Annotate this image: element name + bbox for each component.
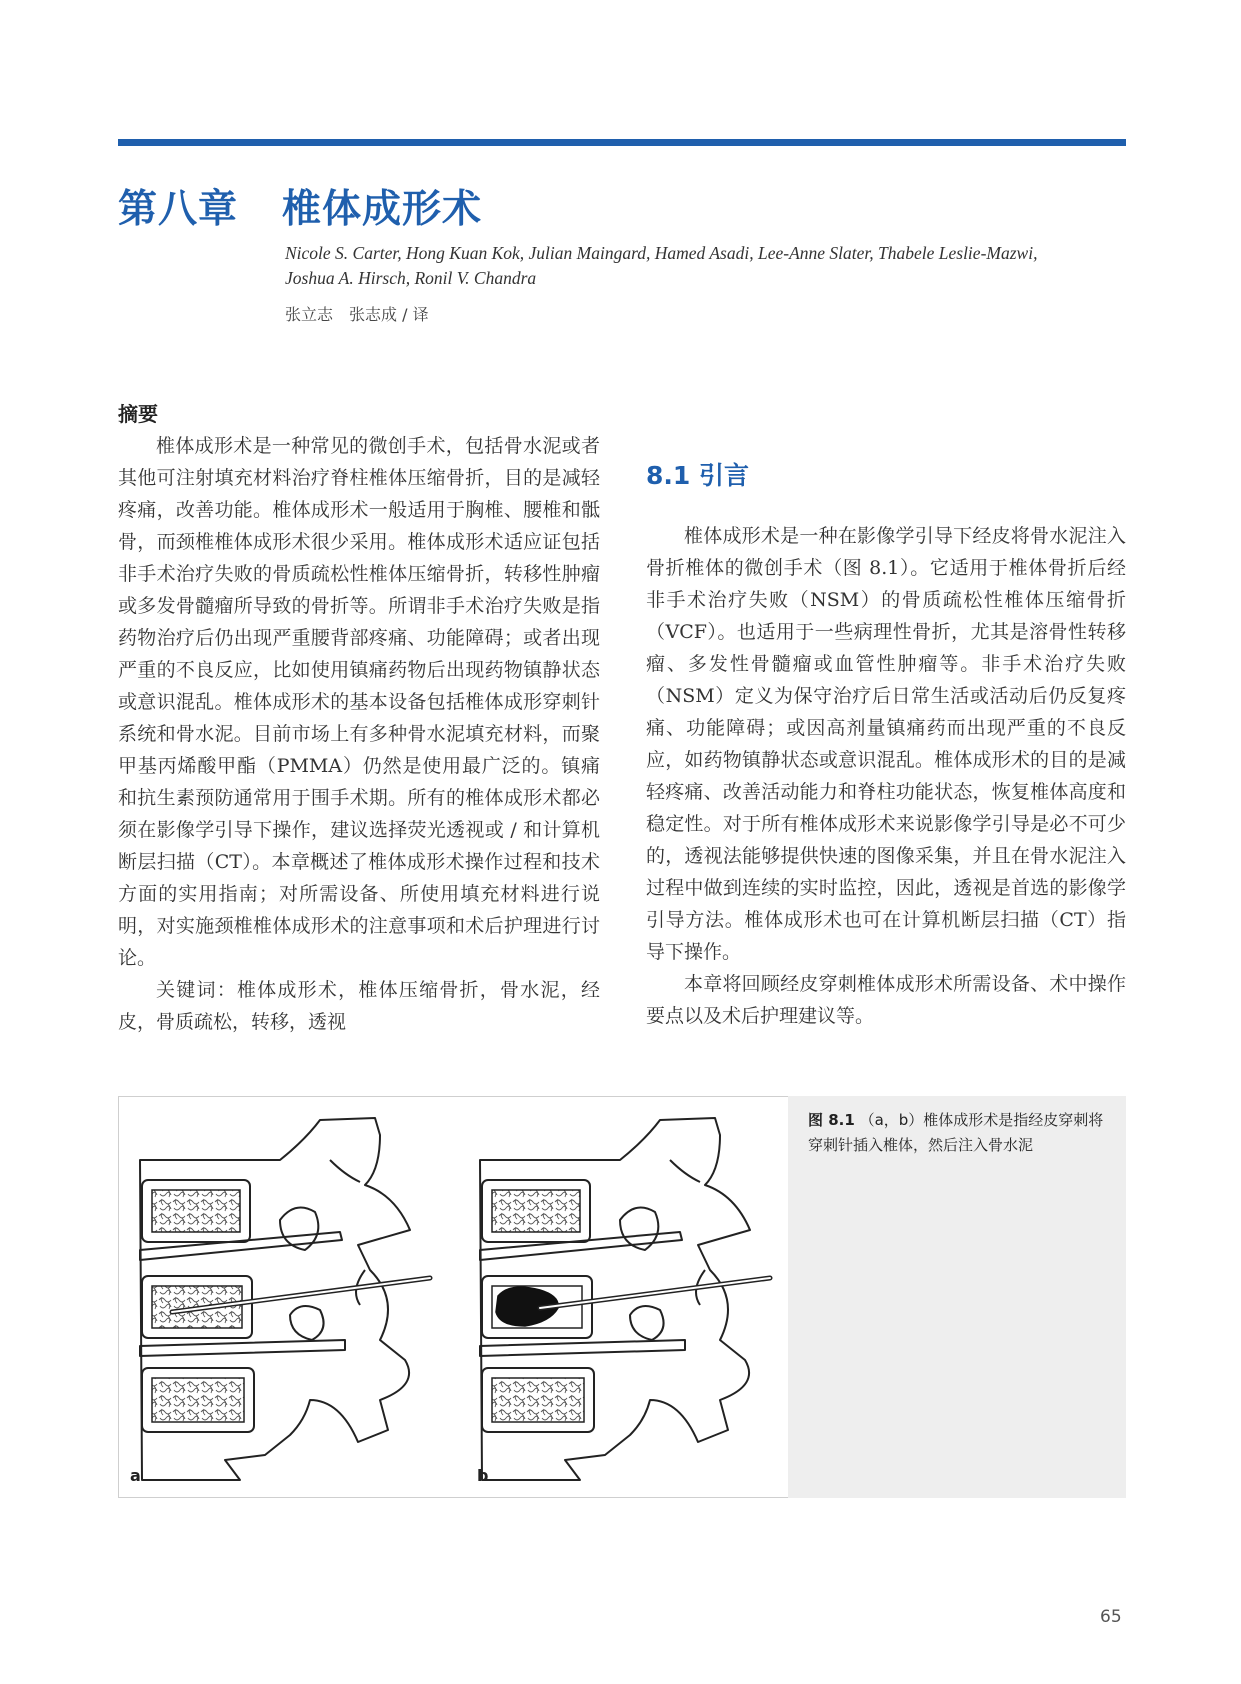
intro-paragraph-1: 椎体成形术是一种在影像学引导下经皮将骨水泥注入骨折椎体的微创手术（图 8.1）。它适用于椎体骨折后经非手术治疗失败（NSM）的骨质疏松性椎体压缩骨折（VCF）。也适用于一些病理性骨折，尤其是溶骨性转移瘤、多发性骨髓瘤或血管性肿瘤等。非手术治疗失败（NSM）定义为保守治疗后日常生活或活动后仍反复疼痛、功能障碍；或因高剂量镇痛药而出现严重的不良反应，如药物镇静状态或意识混乱。椎体成形术的目的是减轻疼痛、改善活动能力和脊柱功能状态，恢复椎体高度和稳定性。对于所有椎体成形术来说影像学引导是必不可少的，透视法能够提供快速的图像采集，并且在骨水泥注入过程中做到连续的实时监控，因此，透视是首选的影像学引导方法。椎体成形术也可在计算机断层扫描（CT）指导下操作。 <box>646 525 1126 963</box>
figure-panel-a-illustration <box>130 1100 460 1493</box>
top-rule <box>118 139 1126 146</box>
figure-panel-a-label: a <box>130 1466 141 1485</box>
figure-panel-b-label: b <box>477 1466 489 1485</box>
intro-paragraph-2: 本章将回顾经皮穿刺椎体成形术所需设备、术中操作要点以及术后护理建议等。 <box>646 973 1126 1027</box>
chapter-title <box>118 178 482 234</box>
figure-caption <box>808 1108 1108 1158</box>
left-column <box>118 398 600 1038</box>
keywords-continuation-space <box>646 398 1126 430</box>
abstract-body: 椎体成形术是一种常见的微创手术，包括骨水泥或者其他可注射填充材料治疗脊柱椎体压缩骨折，目的是减轻疼痛，改善功能。椎体成形术一般适用于胸椎、腰椎和骶骨，而颈椎椎体成形术很少采用。椎体成形术适应证包括非手术治疗失败的骨质疏松性椎体压缩骨折，转移性肿瘤或多发骨髓瘤所导致的骨折等。所谓非手术治疗失败是指药物治疗后仍出现严重腰背部疼痛、功能障碍；或者出现严重的不良反应，比如使用镇痛药物后出现药物镇静状态或意识混乱。椎体成形术的基本设备包括椎体成形穿刺针系统和骨水泥。目前市场上有多种骨水泥填充材料，而聚甲基丙烯酸甲酯（PMMA）仍然是使用最广泛的。镇痛和抗生素预防通常用于围手术期。所有的椎体成形术都必须在影像学引导下操作，建议选择荧光透视或 / 和计算机断层扫描（CT）。本章概述了椎体成形术操作过程和技术方面的实用指南；对所需设备、所使用填充材料进行说明，对实施颈椎椎体成形术的注意事项和术后护理进行讨论。 <box>118 435 600 969</box>
translators: 张立志 张志成 / 译 <box>285 305 429 324</box>
authors-line-2: Joshua A. Hirsch, Ronil V. Chandra <box>285 268 537 288</box>
authors <box>285 241 1130 291</box>
chapter-number: 第八章 <box>118 187 239 232</box>
figure-panel-b-illustration <box>470 1100 800 1493</box>
figure-caption-label: 图 8.1 <box>808 1111 855 1129</box>
figure-caption-text: （a，b）椎体成形术是指经皮穿刺将穿刺针插入椎体，然后注入骨水泥 <box>808 1111 1104 1154</box>
page-number: 65 <box>1100 1607 1122 1627</box>
keywords: 关键词：椎体成形术，椎体压缩骨折，骨水泥，经皮，骨质疏松，转移，透视 <box>118 979 600 1033</box>
chapter-name: 椎体成形术 <box>282 187 483 232</box>
section-heading: 8.1 引言 <box>646 461 749 490</box>
right-column <box>646 398 1126 1032</box>
authors-line-1: Nicole S. Carter, Hong Kuan Kok, Julian Maingard, Hamed Asadi, Lee-Anne Slater, Thabele Leslie-Mazwi, <box>285 243 1038 263</box>
abstract-heading: 摘要 <box>118 402 158 426</box>
